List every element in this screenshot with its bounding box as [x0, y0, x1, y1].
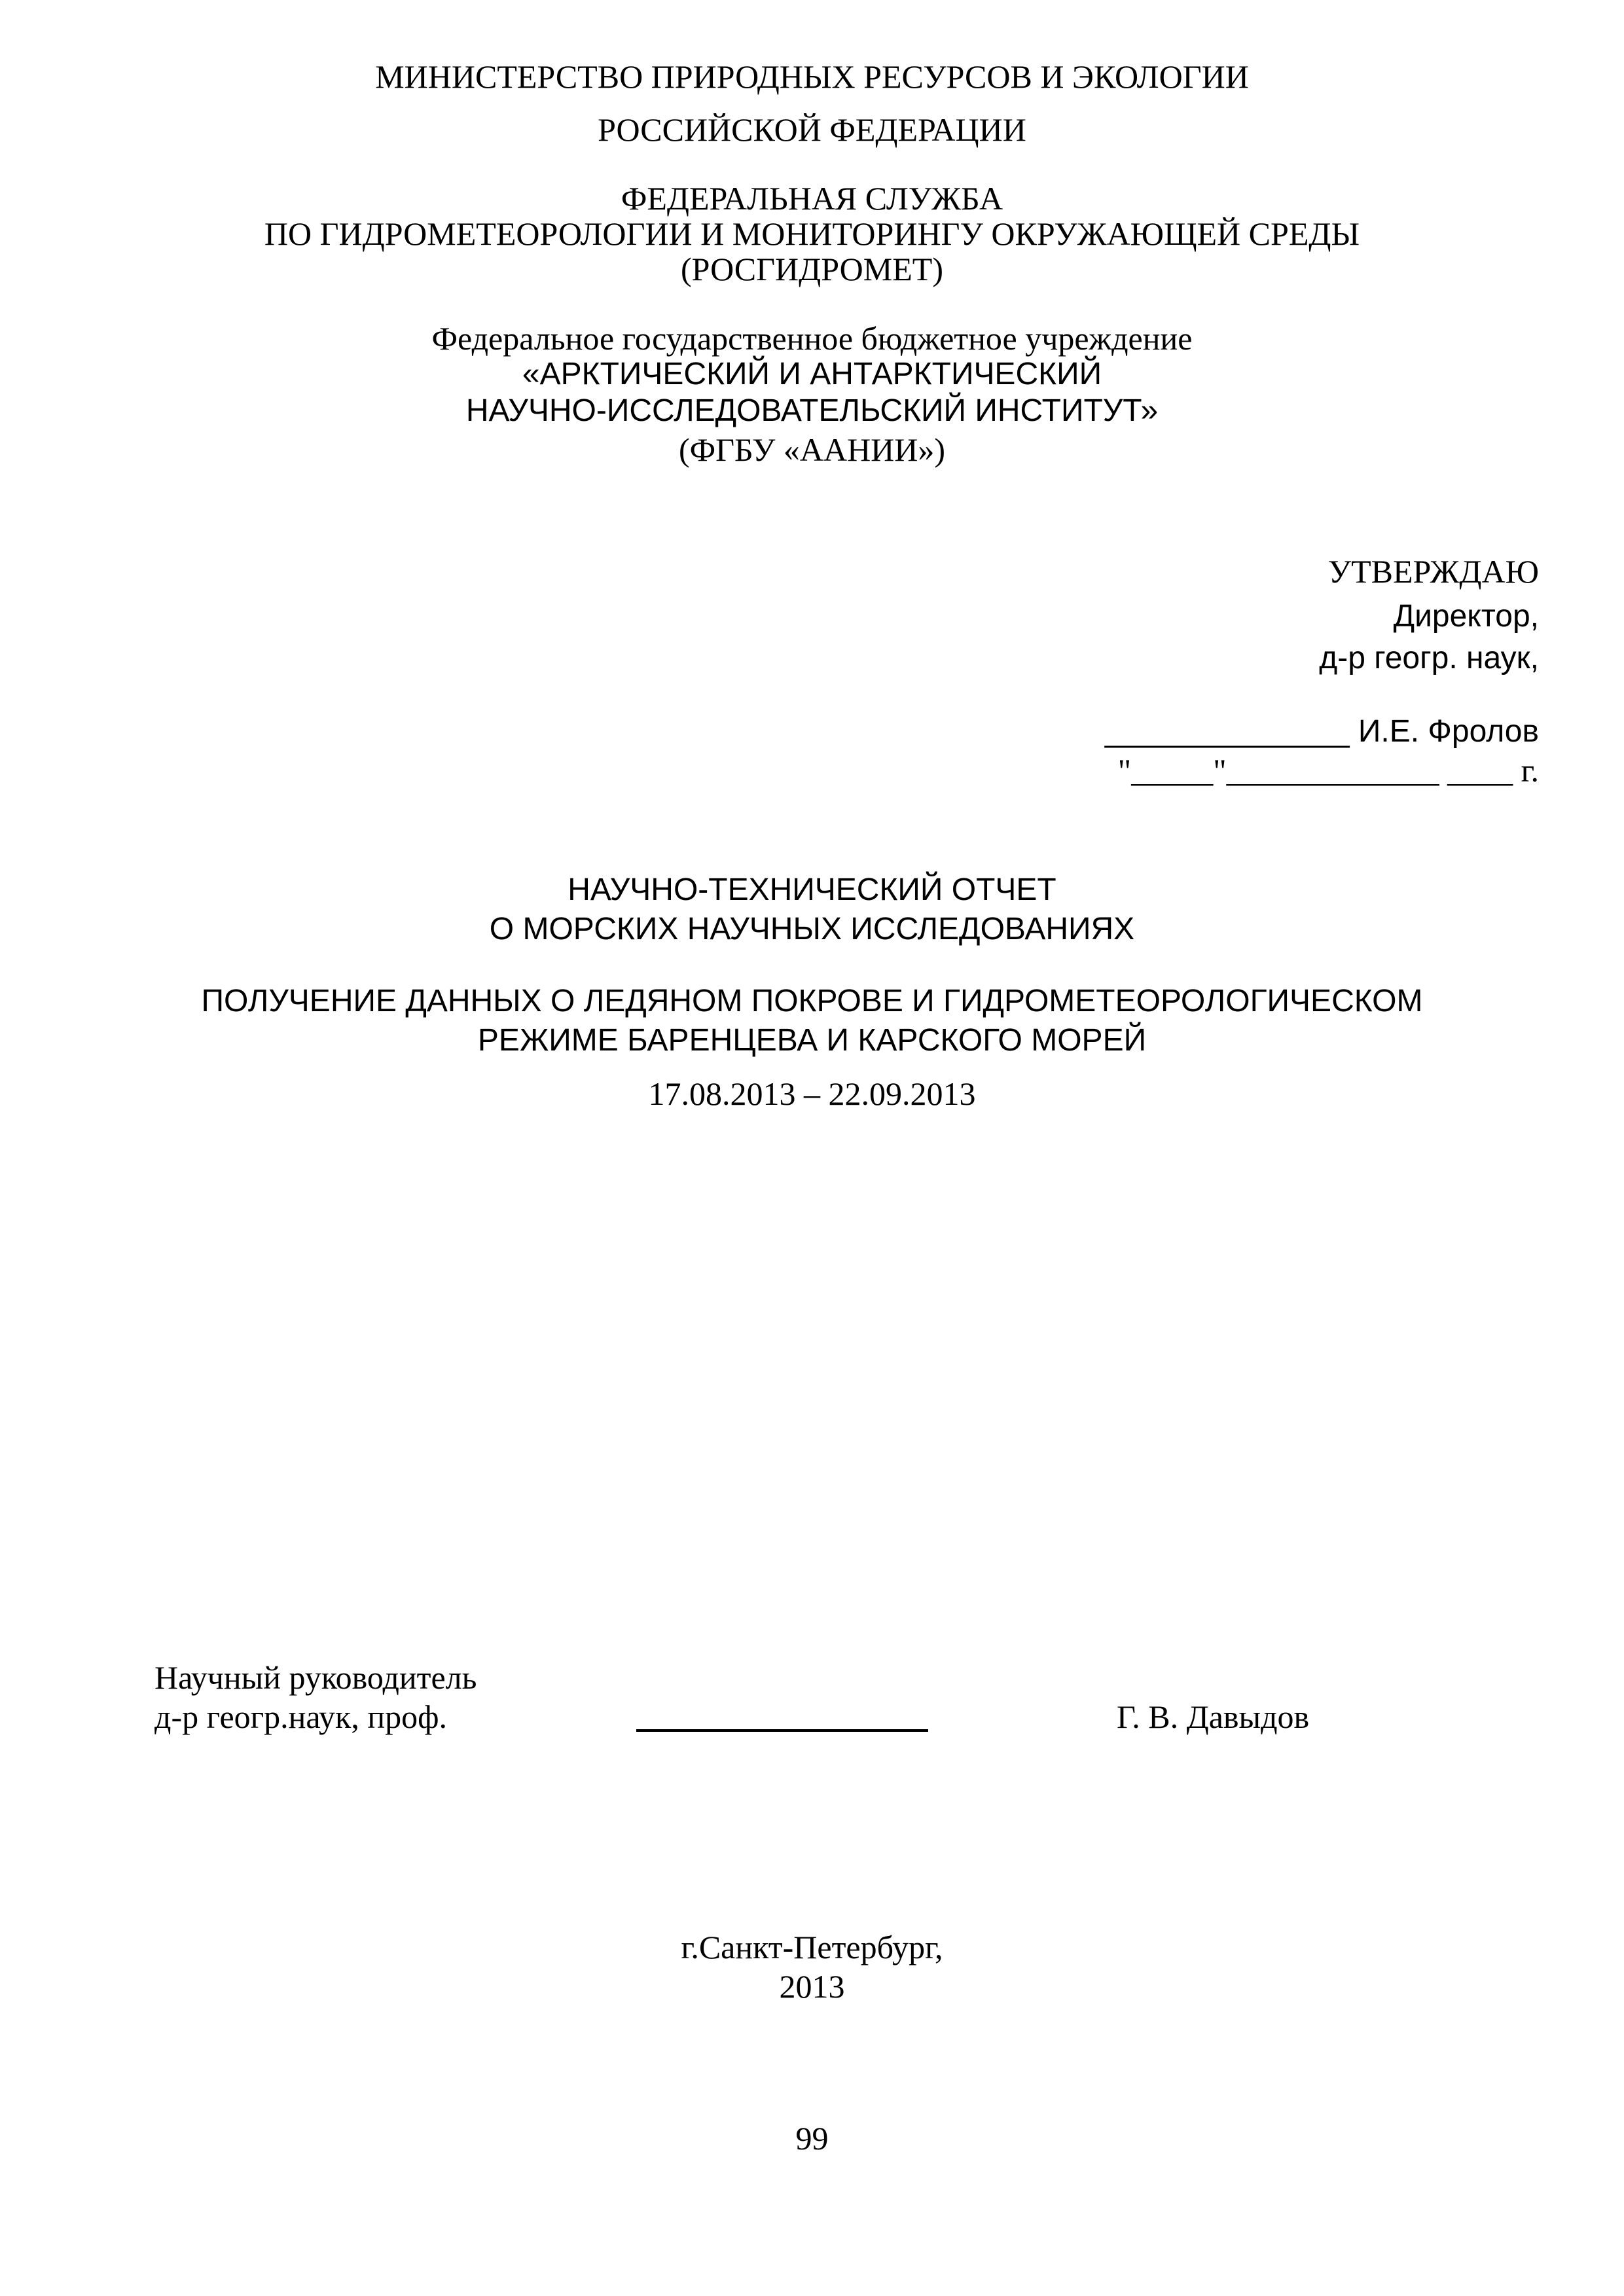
page-number: 99 — [795, 2120, 829, 2157]
ministry-line-2: РОССИЙСКОЙ ФЕДЕРАЦИИ — [598, 111, 1026, 148]
institution-line-1: Федеральное государственное бюджетное учреждение — [431, 320, 1193, 357]
service-line-3: (РОСГИДРОМЕТ) — [681, 251, 943, 287]
institution-line-4: (ФГБУ «ААНИИ») — [678, 431, 946, 468]
report-title-line-1: НАУЧНО-ТЕХНИЧЕСКИЙ ОТЧЕТ — [568, 872, 1056, 907]
report-title-line-2: О МОРСКИХ НАУЧНЫХ ИССЛЕДОВАНИЯХ — [489, 912, 1135, 946]
institution-line-2: «АРКТИЧЕСКИЙ И АНТАРКТИЧЕСКИЙ — [522, 357, 1102, 391]
supervisor-role: Научный руководитель — [154, 1659, 477, 1696]
ministry-line-1: МИНИСТЕРСТВО ПРИРОДНЫХ РЕСУРСОВ И ЭКОЛОГИИ — [375, 58, 1249, 95]
service-line-2: ПО ГИДРОМЕТЕОРОЛОГИИ И МОНИТОРИНГУ ОКРУЖАЮЩЕЙ СРЕДЫ — [264, 215, 1360, 252]
approval-position: Директор, — [1393, 599, 1539, 634]
report-subject-line-1: ПОЛУЧЕНИЕ ДАННЫХ О ЛЕДЯНОМ ПОКРОВЕ И ГИДРОМЕТЕОРОЛОГИЧЕСКОМ — [201, 984, 1423, 1018]
approval-degree: д-р геогр. наук, — [1319, 641, 1539, 675]
footer-city: г.Санкт-Петербург, — [681, 1929, 943, 1965]
footer-year: 2013 — [779, 1968, 845, 2005]
approval-title: УТВЕРЖДАЮ — [1327, 553, 1539, 590]
supervisor-degree: д-р геогр.наук, проф. — [154, 1698, 447, 1735]
report-subject-line-2: РЕЖИМЕ БАРЕНЦЕВА И КАРСКОГО МОРЕЙ — [477, 1023, 1147, 1058]
institution-line-3: НАУЧНО-ИССЛЕДОВАТЕЛЬСКИЙ ИНСТИТУТ» — [465, 393, 1159, 428]
supervisor-signature-line — [636, 1729, 928, 1732]
service-line-1: ФЕДЕРАЛЬНАЯ СЛУЖБА — [621, 180, 1003, 217]
approval-signature-line: ______________ И.Е. Фролов — [1104, 714, 1539, 749]
supervisor-name: Г. В. Давыдов — [1117, 1698, 1310, 1735]
report-period: 17.08.2013 – 22.09.2013 — [648, 1075, 976, 1112]
approval-date-line: "_____"_____________ ____ г. — [1117, 752, 1539, 789]
